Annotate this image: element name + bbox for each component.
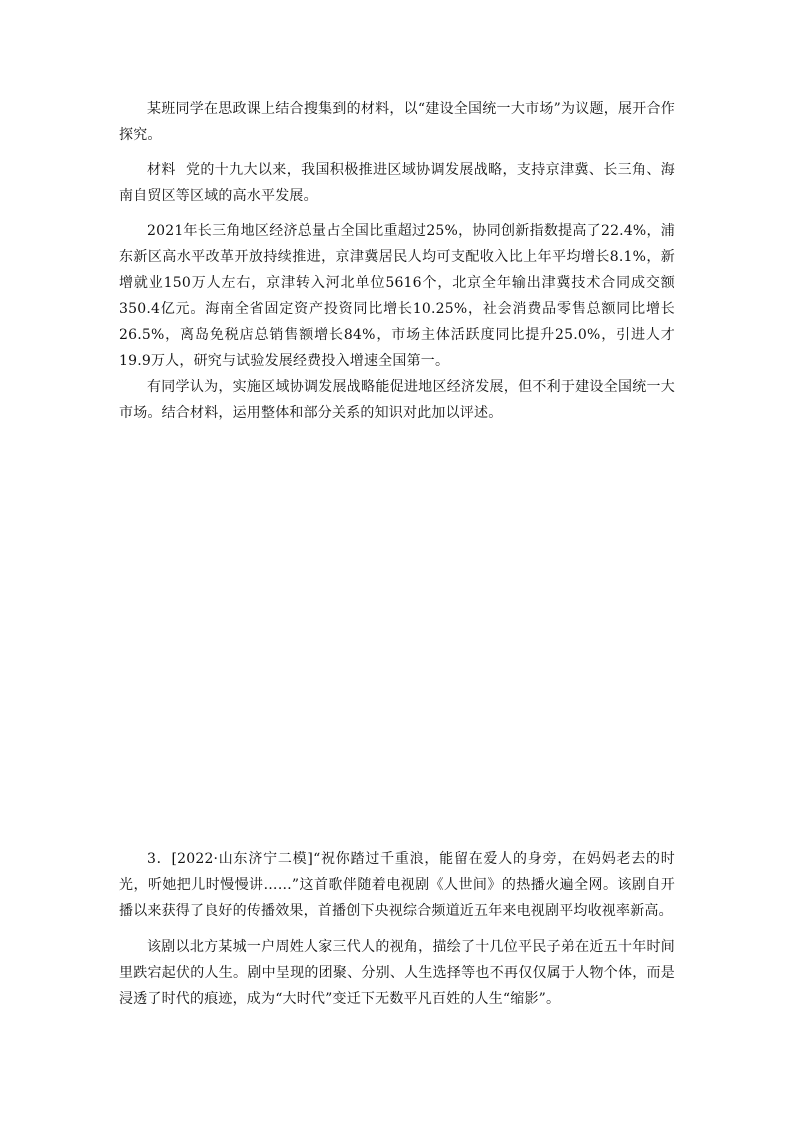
- q3-paragraph: [119, 846, 675, 924]
- data-paragraph: [119, 218, 675, 374]
- q3-second-text: 该剧以北方某城一户周姓人家三代人的视角，描绘了十几位平民子弟在近五十年时间里跌宕起伏的人生。剧中呈现的团聚、分别、人生选择等也不再仅仅属于人物个体，而是浸透了时代的痕迹，成为“大时代”变迁下无数平凡百姓的人生“缩影”。: [119, 939, 675, 1007]
- q3-text: 3．[2022·山东济宁二模]“祝你踏过千重浪，能留在爱人的身旁，在妈妈老去的时光，听她把儿时慢慢讲……”这首歌伴随着电视剧《人世间》的热播火遍全网。该剧自开播以来获得了良好的传播效果，首播创下央视综合频道近五年来电视剧平均收视率新高。: [119, 851, 675, 919]
- question-paragraph: [119, 374, 675, 426]
- intro-text: 某班同学在思政课上结合搜集到的材料，以“建设全国统一大市场”为议题，展开合作探究。: [119, 101, 675, 143]
- data-text: 2021年长三角地区经济总量占全国比重超过25%，协同创新指数提高了22.4%，浦东新区高水平改革开放持续推进，京津冀居民人均可支配收入比上年平均增长8.1%，新增就业150万人左右，京津转入河北单位5616个，北京全年输出津冀技术合同成交额350.4亿元。海南全省固定资产投资同比增长10.25%，社会消费品零售总额同比增长26.5%，离岛免税店总销售额增长84%，市场主体活跃度同比提升25.0%，引进人才19.9万人，研究与试验发展经费投入增速全国第一。: [119, 223, 675, 369]
- intro-paragraph: [119, 96, 675, 148]
- material-label: 材料: [147, 162, 176, 178]
- q3-second-paragraph: [119, 934, 675, 1012]
- material-paragraph: [119, 157, 675, 209]
- question-text: 有同学认为，实施区域协调发展战略能促进地区经济发展，但不利于建设全国统一大市场。结合材料，运用整体和部分关系的知识对此加以评述。: [119, 379, 675, 421]
- material-text: 党的十九大以来，我国积极推进区域协调发展战略，支持京津冀、长三角、海南自贸区等区域的高水平发展。: [119, 162, 675, 204]
